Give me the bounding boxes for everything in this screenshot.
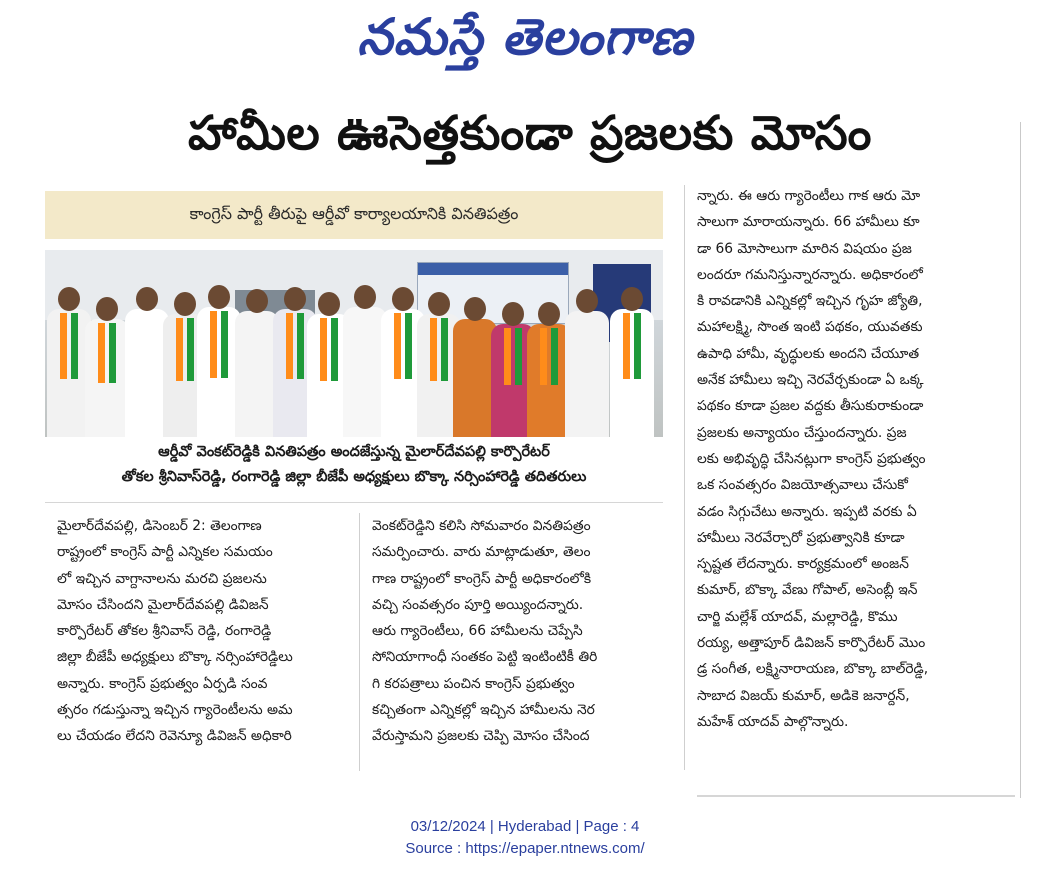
column-line: ఉపాధి హామీ, వృద్ధులకు అందని చేయూత <box>697 345 920 362</box>
column-line: మోసం చేసిందని మైలార్‌దేవపల్లి డివిజన్ <box>57 596 269 613</box>
column-line: కి రావడానికి ఎన్నికల్లో ఇచ్చిన గృహ జ్యోతి, <box>697 293 923 310</box>
column-line: ఆరు గ్యారెంటీలు, 66 హామీలను చెప్పేసి <box>372 623 583 640</box>
article-column-2 <box>372 513 672 750</box>
column-line: స్పష్టత లేదన్నారు. కార్యక్రమంలో అంజన్ <box>697 556 909 573</box>
caption-line-2: తోకల శ్రీనివాస్‌రెడ్డి, రంగారెడ్డి జిల్లా బీజేపీ అధ్యక్షులు బొక్కా నర్సింహారెడ్డి తదితరులు <box>121 469 587 485</box>
column-line: డా 66 మోసాలుగా మారిన విషయం ప్రజ <box>697 240 912 257</box>
column-line: అన్నారు. కాంగ్రెస్ ప్రభుత్వం ఏర్పడి సంవ <box>57 675 268 692</box>
article-photo <box>45 250 663 437</box>
column-line: గాణ రాష్ట్రంలో కాంగ్రెస్ పార్టీ అధికారంలోకి <box>372 570 592 587</box>
column-line: ఒక సంవత్సరం విజయోత్సవాలు చేసుకో <box>697 477 908 494</box>
caption-divider <box>45 502 663 503</box>
column-line: అనేక హామీలు ఇచ్చి నెరవేర్చకుండా ఏ ఒక్క <box>697 372 924 389</box>
photo-person <box>610 287 654 437</box>
column-line: త్సరం గడుస్తున్నా ఇచ్చిన గ్యారెంటీలను అమ <box>57 702 293 719</box>
column-divider-1 <box>359 513 360 771</box>
column-line: కచ్చితంగా ఎన్నికల్లో ఇచ్చిన హామీలను నెర <box>372 702 595 719</box>
column-line: మహేశ్ యాదవ్ పాల్గొన్నారు. <box>697 713 849 730</box>
column-divider-2 <box>684 185 685 770</box>
column-line: సాలుగా మారాయన్నారు. 66 హామీలు కూ <box>697 214 920 231</box>
column-line: కార్పొరేటర్ తోకల శ్రీనివాస్ రెడ్డి, రంగారెడ్డి <box>57 623 272 640</box>
article-column-3 <box>697 183 1007 735</box>
column-line: ప్రజలకు అన్యాయం చేస్తుందన్నారు. ప్రజ <box>697 424 907 441</box>
newspaper-masthead: నమస్తే తెలంగాణ <box>357 8 693 66</box>
column-line: వెంకట్‌రెడ్డిని కలిసి సోమవారం వినతిపత్రం <box>372 518 591 534</box>
column-line: వేరుస్తామని ప్రజలకు చెప్పి మోసం చేసింద <box>372 728 590 745</box>
photo-person <box>565 289 609 437</box>
column-line: వడం సిగ్గుచేటు అన్నారు. ఇప్పటి వరకు ఏ <box>697 503 917 520</box>
column-line: హామీలు నెరవేర్చారో ప్రభుత్వానికి కూడా <box>697 529 905 546</box>
column-end-divider <box>697 795 1015 797</box>
column-line: రాష్ట్రంలో కాంగ్రెస్ పార్టీ ఎన్నికల సమయం <box>57 544 273 561</box>
column-line: లకు అభివృద్ధి చేసినట్లుగా కాంగ్రెస్ ప్రభుత్వం <box>697 450 926 467</box>
column-line: జిల్లా బీజేపీ అధ్యక్షులు బొక్కా నర్సింహారెడ్డిలు <box>57 649 293 666</box>
photo-person <box>85 297 129 437</box>
subheadline-text: కాంగ్రెస్ పార్టీ తీరుపై ఆర్డీవో కార్యాలయానికి వినతిపత్రం <box>189 203 519 223</box>
column-line: గి కరపత్రాలు పంచిన కాంగ్రెస్ ప్రభుత్వం <box>372 675 575 692</box>
page-border-right <box>1020 122 1021 798</box>
column-line: పథకం కూడా ప్రజల వద్దకు తీసుకురాకుండా <box>697 398 924 415</box>
column-line: సాబాద విజయ్ కుమార్, అడికె జనార్దన్, <box>697 687 910 704</box>
column-line: లు చేయడం లేదని రెవెన్యూ డివిజన్ అధికారి <box>57 728 292 745</box>
column-line: వచ్చి సంవత్సరం పూర్తి అయ్యిందన్నారు. <box>372 596 584 613</box>
column-line: మైలార్‌దేవపల్లి, డిసెంబర్ 2: తెలంగాణ <box>57 518 262 534</box>
column-line: డ్ర సంగీత, లక్ష్మినారాయణ, బొక్కా బాల్‌రెడ్డి, <box>697 661 929 678</box>
column-line: న్నారు. ఈ ఆరు గ్యారెంటీలు గాక ఆరు మో <box>697 188 921 204</box>
footer-dateline: 03/12/2024 | Hyderabad | Page : 4 <box>410 818 640 835</box>
article-headline: హామీల ఊసెత్తకుండా ప్రజలకు మోసం <box>188 106 872 161</box>
article-column-1 <box>57 513 347 750</box>
caption-line-1: ఆర్డీవో వెంకట్‌రెడ్డికి వినతిపత్రం అందజేస్తున్న మైలార్‌దేవపల్లి కార్పొరేటర్ <box>158 444 550 460</box>
column-line: మహాలక్ష్మి, సొంత ఇంటి పథకం, యువతకు <box>697 319 923 336</box>
photo-caption <box>45 440 663 490</box>
column-line: లందరూ గమనిస్తున్నారన్నారు. అధికారంలో <box>697 266 923 283</box>
footer-source: Source : https://epaper.ntnews.com/ <box>405 840 645 857</box>
column-line: లో ఇచ్చిన వాగ్దానాలను మరచి ప్రజలను <box>57 570 267 587</box>
column-line: సమర్పించారు. వారు మాట్లాడుతూ, తెలం <box>372 544 591 561</box>
column-line: కుమార్, బొక్కా వేణు గోపాల్, అసెంబ్లీ ఇన్ <box>697 582 918 599</box>
column-line: చార్జి మల్లేశ్ యాదవ్, మల్లారెడ్డి, కొము <box>697 608 898 625</box>
column-line: సోనియాగాంధీ సంతకం పెట్టి ఇంటింటికీ తిరి <box>372 649 598 666</box>
article-subheadline <box>45 191 663 239</box>
column-line: రయ్య, అత్తాపూర్ డివిజన్ కార్పొరేటర్ మొం <box>697 635 926 652</box>
